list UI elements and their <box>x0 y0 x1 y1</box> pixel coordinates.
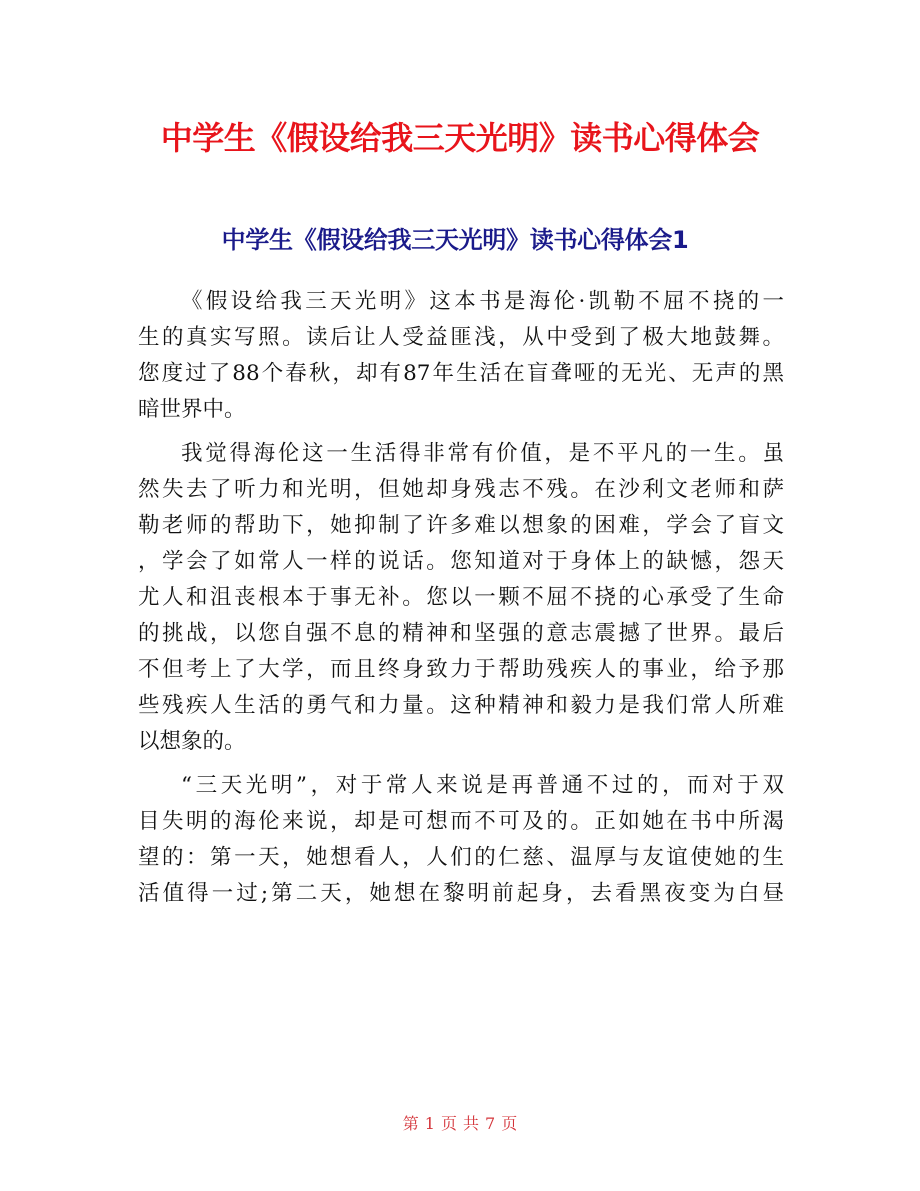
paragraph-line: 《假设给我三天光明》这本书是海伦·凯勒不屈不挠的一 <box>181 289 784 314</box>
paragraph-line: ，学会了如常人一样的说话。您知道对于身体上的缺憾，怨天 <box>138 549 784 574</box>
paragraph-line: 尤人和沮丧根本于事无补。您以一颗不屈不挠的心承受了生命 <box>138 585 784 610</box>
footer-word-di: 第 <box>402 1114 419 1133</box>
page-footer <box>0 1112 920 1136</box>
total-pages-number: 7 <box>485 1114 496 1133</box>
footer-word-ye-2: 页 <box>501 1114 518 1133</box>
paragraph-line: 不但考上了大学，而且终身致力于帮助残疾人的事业，给予那 <box>138 657 784 682</box>
paragraph-line: 勒老师的帮助下，她抑制了许多难以想象的困难，学会了盲文 <box>138 513 784 538</box>
paragraph-line: “三天光明”，对于常人来说是再普通不过的，而对于双 <box>181 773 784 798</box>
paragraph-line: 我觉得海伦这一生活得非常有价值，是不平凡的一生。虽 <box>181 441 784 466</box>
footer-word-gong: 共 <box>463 1114 480 1133</box>
paragraph-line: 您度过了88个春秋，却有87年生活在盲聋哑的无光、无声的黑 <box>138 361 784 386</box>
paragraph-line: 生的真实写照。读后让人受益匪浅，从中受到了极大地鼓舞。 <box>138 325 784 350</box>
paragraph-line: 活值得一过;第二天，她想在黎明前起身，去看黑夜变为白昼 <box>138 881 784 906</box>
document-title: 中学生《假设给我三天光明》读书心得体会 <box>160 119 760 157</box>
footer-word-ye: 页 <box>440 1114 457 1133</box>
paragraph-line: 以想象的。 <box>138 729 246 754</box>
current-page-number: 1 <box>424 1114 435 1133</box>
paragraph-line: 望的：第一天，她想看人，人们的仁慈、温厚与友谊使她的生 <box>138 845 784 870</box>
paragraph-1 <box>138 284 784 428</box>
paragraph-line: 然失去了听力和光明，但她却身残志不残。在沙利文老师和萨 <box>138 477 784 502</box>
section-title: 中学生《假设给我三天光明》读书心得体会1 <box>221 226 689 254</box>
body-text <box>138 284 784 912</box>
paragraph-2 <box>138 436 784 760</box>
paragraph-line: 的挑战，以您自强不息的精神和坚强的意志震撼了世界。最后 <box>138 621 784 646</box>
paragraph-line: 暗世界中。 <box>138 397 246 422</box>
paragraph-3 <box>138 768 784 912</box>
paragraph-line: 目失明的海伦来说，却是可想而不可及的。正如她在书中所渴 <box>138 809 784 834</box>
paragraph-line: 些残疾人生活的勇气和力量。这种精神和毅力是我们常人所难 <box>138 693 784 718</box>
